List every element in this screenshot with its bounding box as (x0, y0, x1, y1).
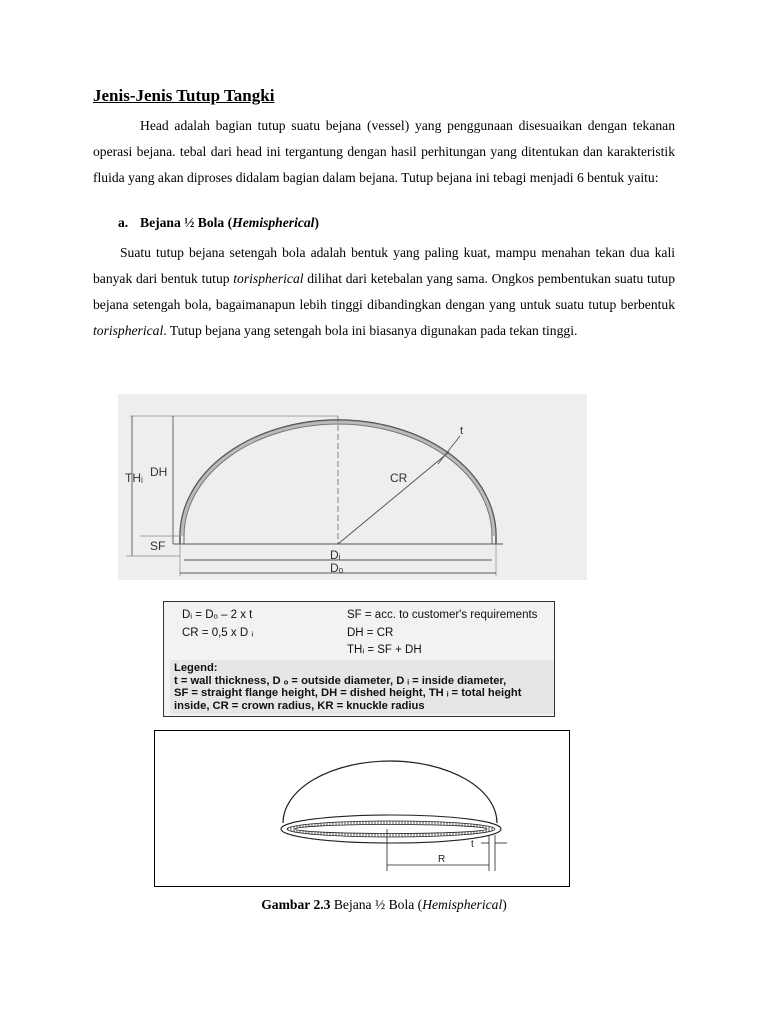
paragraph-intro: Head adalah bagian tutup suatu bejana (vessel) yang penggunaan disesuaikan dengan tekanan operasi bejana. tebal dari head ini tergantung dengan hasil perhitungan yang ditentukan dan karakteristik fluida yang akan diproses didalam bagian dalam bejana. Tutup bejana ini tebagi menjadi 6 bentuk yaitu: (93, 118, 675, 185)
legend-line-3: inside, CR = crown radius, KR = knuckle radius (174, 699, 425, 712)
label-di: Dᵢ (330, 548, 341, 562)
rim-inner (295, 825, 487, 834)
label-t-small: t (471, 839, 474, 850)
formula-sf: SF = acc. to customer's requirements (347, 609, 538, 621)
crown-radius-line (338, 452, 449, 544)
p2-part3: . Tutup bejana yang setengah bola ini biasanya digunakan pada tekan tinggi. (163, 323, 578, 338)
formula-cr: CR = 0,5 x D ᵢ (182, 627, 254, 639)
legend-line-2: SF = straight flange height, DH = dished height, TH ᵢ = total height (174, 687, 522, 699)
subheading-text: Bejana ½ Bola ( (140, 215, 233, 230)
section-title: Jenis-Jenis Tutup Tangki (93, 86, 275, 105)
figure-hemisphere-perspective (154, 730, 570, 887)
list-label: a. (118, 215, 129, 230)
figure-caption (0, 897, 768, 913)
formula-dh: DH = CR (347, 627, 394, 639)
formula-di: Dᵢ = Dₒ – 2 x t (182, 609, 253, 621)
subheading-hemispherical (118, 215, 319, 231)
p2-part2: dilihat dari ketebalan yang sama. Ongkos pembentukan suatu tutup bejana setengah bola, bagaimanapun lebih tinggi dibandingkan dengan yang untuk suatu tutup berbentuk (93, 271, 675, 312)
paragraph-hemispherical (93, 240, 675, 344)
p2-italic1: torispherical (233, 271, 304, 286)
legend-block (170, 660, 554, 714)
label-dh: DH (150, 465, 168, 479)
p2-italic2: torispherical (93, 323, 164, 338)
subheading-close: ) (314, 215, 319, 230)
caption-number: Gambar 2.3 (261, 897, 331, 912)
legend-line-1: t = wall thickness, D ₒ = outside diameter, D ᵢ = inside diameter, (174, 674, 507, 687)
label-do: Dₒ (330, 561, 344, 575)
label-sf: SF (150, 539, 166, 553)
caption-text: Bejana ½ Bola ( (330, 897, 423, 912)
caption-italic: Hemispherical (422, 897, 503, 912)
label-thi: THᵢ (125, 471, 143, 485)
formula-thi: THᵢ = SF + DH (347, 644, 422, 656)
dimension-drawing (118, 394, 587, 580)
formula-box (163, 601, 555, 717)
label-cr: CR (390, 471, 408, 485)
p2-part1: Suatu tutup bejana setengah bola adalah bentuk yang paling kuat, mampu menahan tekan dua kali banyak dari bentuk tutup (93, 245, 675, 286)
label-r: R (438, 854, 446, 865)
caption-close: ) (502, 897, 507, 912)
hemisphere-drawing (155, 731, 571, 888)
figure-hemispherical-dimensions (118, 394, 587, 580)
legend-title: Legend: (174, 662, 218, 674)
subheading-italic: Hemispherical (232, 215, 315, 230)
label-t: t (460, 425, 464, 437)
dome-outline (283, 761, 497, 823)
